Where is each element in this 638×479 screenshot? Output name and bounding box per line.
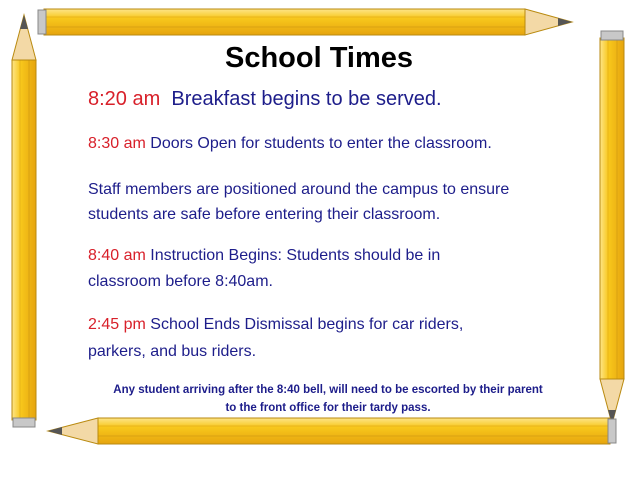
doors-text: Doors Open for students to enter the classroom.: [150, 135, 492, 152]
dismissal-text: School Ends Dismissal begins for car riders,: [150, 316, 464, 333]
breakfast-time: 8:20 am: [88, 88, 161, 110]
doors-time: 8:30 am: [88, 135, 146, 152]
instruction-time: 8:40 am: [88, 247, 146, 264]
tardy-note: [85, 381, 571, 417]
instruction-line-2: classroom before 8:40am.: [88, 273, 273, 290]
breakfast-text: Breakfast begins to be served.: [171, 88, 442, 110]
dismissal-entry: [88, 316, 463, 334]
tardy-note-line-2: to the front office for their tardy pass.: [225, 402, 431, 414]
doors-entry: [88, 135, 492, 153]
instruction-text: Instruction Begins: Students should be in: [150, 247, 441, 264]
breakfast-entry: [88, 88, 442, 111]
staff-line-1: Staff members are positioned around the campus to ensure: [88, 181, 510, 198]
page-title: School Times: [224, 42, 414, 74]
dismissal-time: 2:45 pm: [88, 316, 146, 333]
tardy-note-line-1: Any student arriving after the 8:40 bell, will need to be escorted by their parent: [113, 384, 543, 396]
staff-line-2: students are safe before entering their classroom.: [88, 206, 441, 223]
dismissal-line-2: parkers, and bus riders.: [88, 343, 257, 360]
instruction-entry: [88, 247, 440, 265]
